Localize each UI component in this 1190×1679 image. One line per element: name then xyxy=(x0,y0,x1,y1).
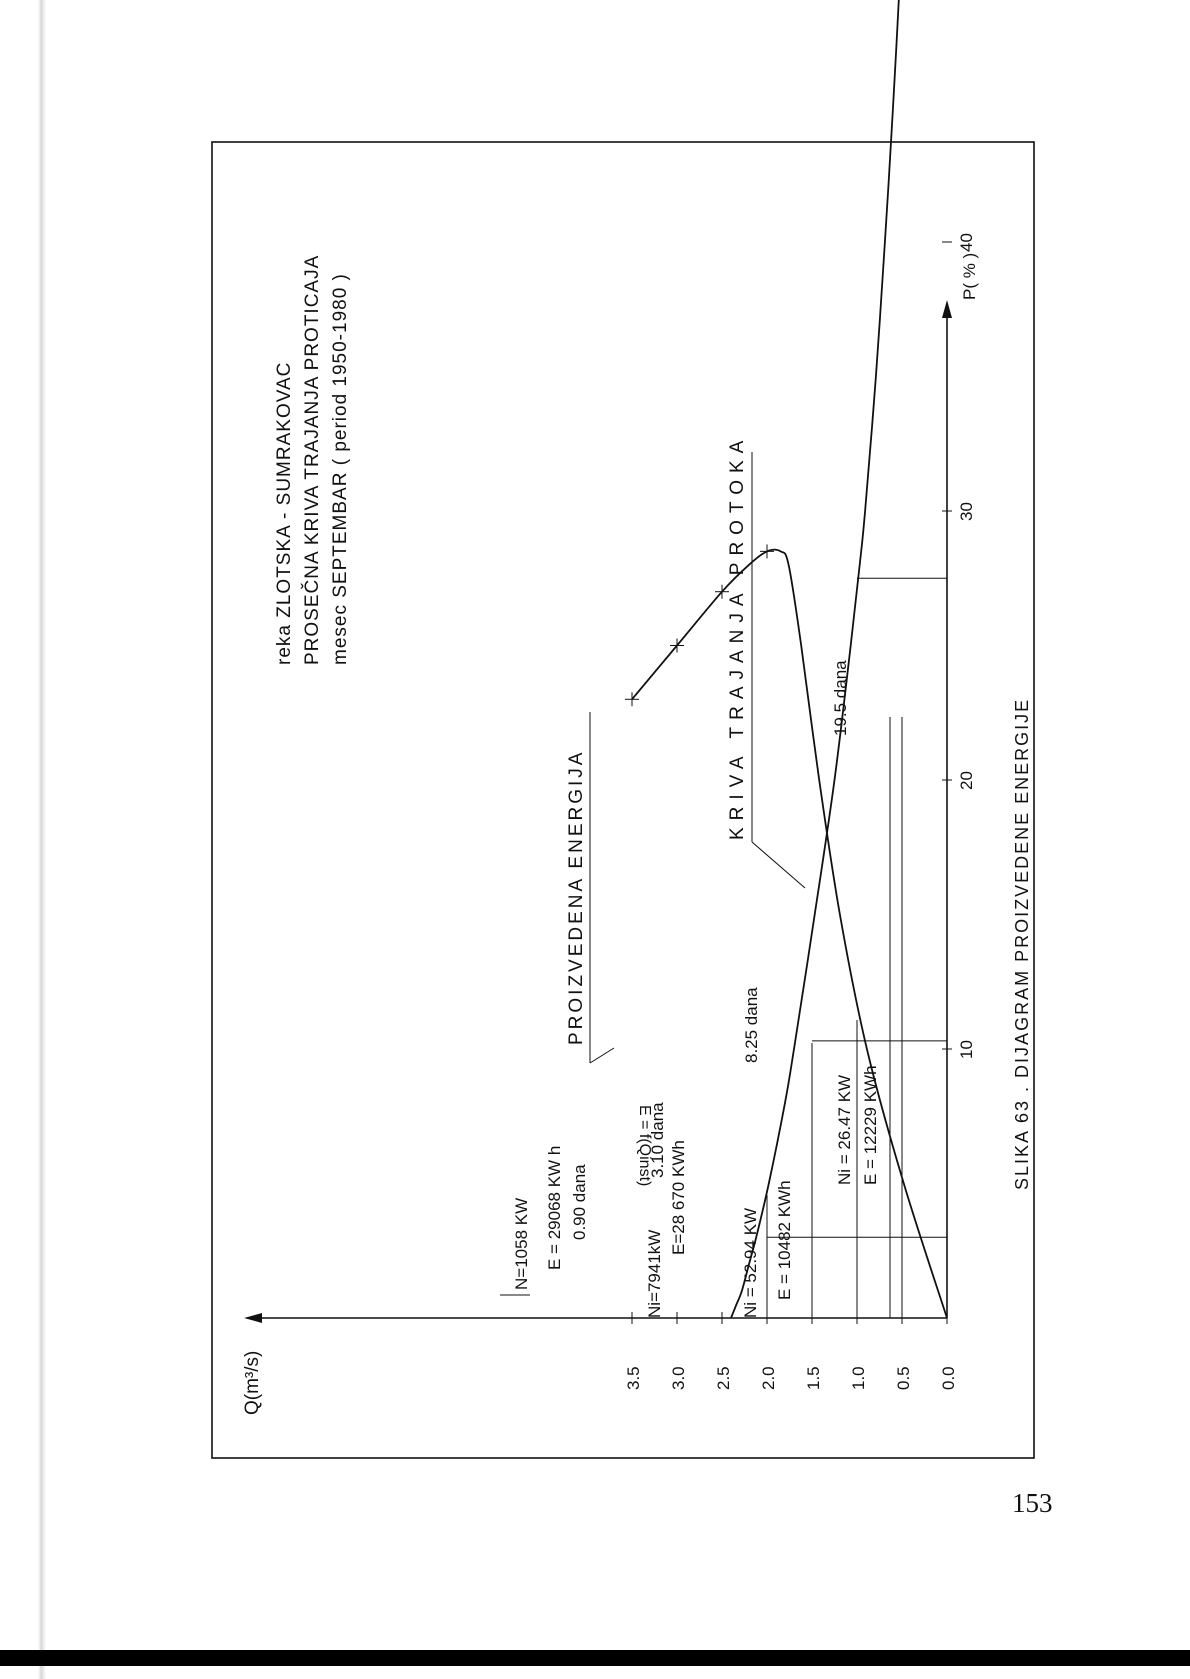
q-tick-label-7: 3.5 xyxy=(624,1366,643,1390)
annotation-power-2: Ni = 52.94 KW xyxy=(741,1207,760,1318)
q-axis-arrow xyxy=(244,1313,262,1323)
q-tick-label-6: 3.0 xyxy=(669,1366,688,1390)
duration-leader-1 xyxy=(752,842,805,888)
annotation-days-2: 8.25 dana xyxy=(742,987,761,1063)
header-line-3: mesec SEPTEMBAR ( period 1950-1980 ) xyxy=(330,273,351,665)
annotation-power-0: N=1058 KW xyxy=(512,1197,531,1290)
duration-curve-title: KRIVA TRAJANJA PROTOKA xyxy=(727,433,748,840)
q-tick-label-5: 2.5 xyxy=(714,1366,733,1390)
page-number: 153 xyxy=(1012,1488,1053,1518)
q-tick-label-1: 0.5 xyxy=(894,1366,913,1390)
p-tick-label-2: 30 xyxy=(957,502,976,521)
energy-function-label: E = f(Qinst) xyxy=(636,1105,653,1187)
p-tick-label-3: 40 xyxy=(957,233,976,252)
energy-leader-1 xyxy=(590,1048,614,1063)
q-tick-label-4: 2.0 xyxy=(759,1366,778,1390)
p-axis-arrow xyxy=(942,300,952,318)
annotation-energy-0: E = 29068 KW h xyxy=(545,1145,564,1270)
q-tick-label-3: 1.5 xyxy=(804,1366,823,1390)
q-tick-label-0: 0.0 xyxy=(939,1366,958,1390)
annotation-days-3: 19.5 dana xyxy=(831,660,850,736)
annotation-power-1: Ni=7941kW xyxy=(645,1229,664,1318)
annotation-energy-3: E = 12229 KWh xyxy=(861,1065,880,1185)
p-tick-label-0: 10 xyxy=(957,1040,976,1059)
q-tick-label-2: 1.0 xyxy=(849,1366,868,1390)
figure-caption: SLIKA 63 . DIJAGRAM PROIZVEDENE ENERGIJE xyxy=(1012,697,1032,1190)
annotation-days-1: 3.10 dana xyxy=(648,1102,667,1178)
annotation-energy-2: E = 10482 KWh xyxy=(775,1180,794,1300)
energy-curve-title: PROIZVEDENA ENERGIJA xyxy=(566,749,587,1045)
bottom-scan-bar xyxy=(0,1650,1190,1666)
annotation-energy-1: E=28 670 KWh xyxy=(669,1140,688,1255)
p-axis-title: P( % ) xyxy=(960,252,979,300)
p-tick-label-1: 20 xyxy=(957,771,976,790)
q-axis-title: Q(m³/s) xyxy=(242,1350,263,1415)
header-line-1: reka ZLOTSKA - SUMRAKOVAC xyxy=(274,361,295,665)
header-line-2: PROSEČNA KRIVA TRAJANJA PROTICAJA xyxy=(302,254,323,665)
annotation-days-0: 0.90 dana xyxy=(570,1164,589,1240)
annotation-power-3: Ni = 26.47 KW xyxy=(835,1074,854,1185)
